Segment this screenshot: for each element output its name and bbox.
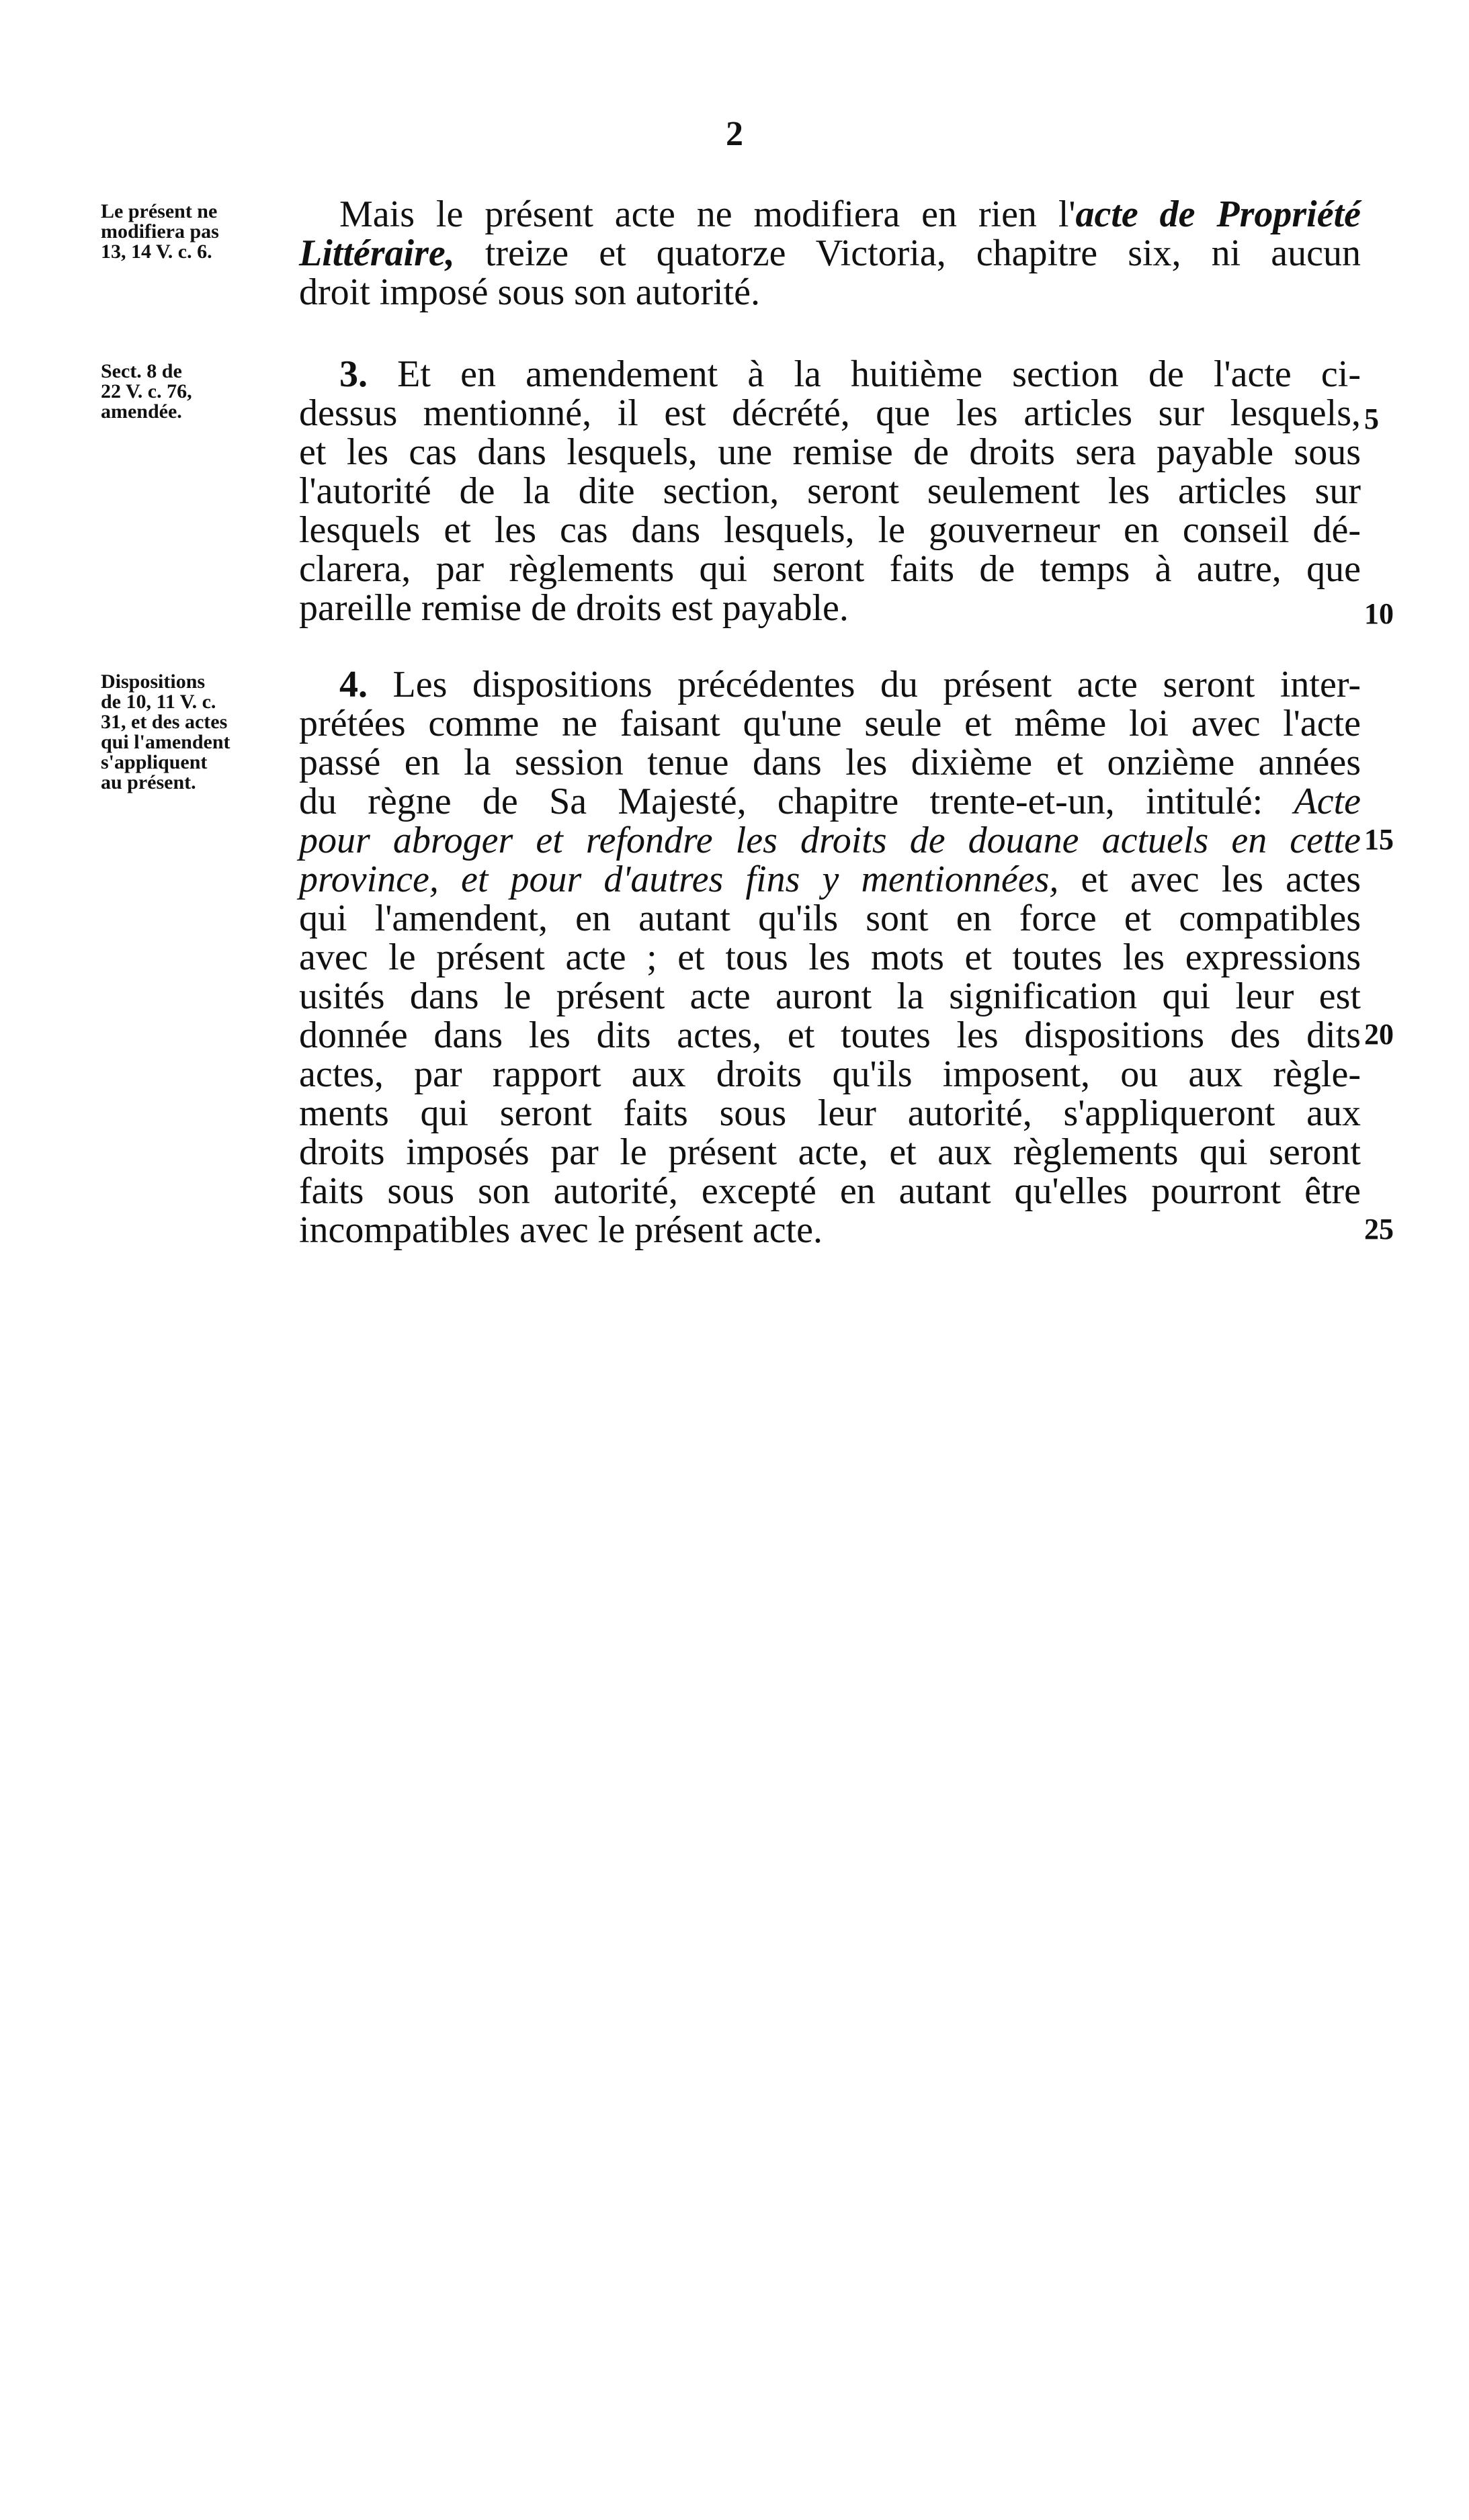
- text-line: et les cas dans lesquels, une remise de droits sera payable sous: [299, 431, 1361, 473]
- margin-note-line: modifiera pas: [101, 220, 219, 243]
- line-number: 10: [1364, 597, 1394, 630]
- text-line: dessus mentionné, il est décrété, que les articles sur lesquels,: [299, 392, 1361, 434]
- paragraph-2: [299, 355, 1361, 627]
- margin-note-3: [101, 672, 302, 793]
- paragraph-1: [299, 195, 1361, 312]
- text-line: usités dans le présent acte auront la signification qui leur est: [299, 975, 1361, 1017]
- margin-note-line: 22 V. c. 76,: [101, 380, 192, 402]
- text-line: l'autorité de la dite section, seront seulement les articles sur: [299, 470, 1361, 512]
- text-line: donnée dans les dits actes, et toutes les dispositions des dits: [299, 1014, 1361, 1056]
- margin-note-line: s'appliquent: [101, 751, 208, 773]
- paragraph-3: [299, 665, 1361, 1250]
- text-line: Littéraire, treize et quatorze Victoria, chapitre six, ni aucun: [299, 232, 1361, 274]
- text-line: 4. Les dispositions précédentes du présent acte seront inter-: [339, 664, 1361, 705]
- text-line: incompatibles avec le présent acte.: [299, 1209, 823, 1251]
- text-line: actes, par rapport aux droits qu'ils imposent, ou aux règle-: [299, 1053, 1361, 1095]
- text-line: pareille remise de droits est payable.: [299, 587, 849, 629]
- text-line: 3. Et en amendement à la huitième section de l'acte ci-: [339, 353, 1361, 395]
- margin-note-line: amendée.: [101, 400, 182, 423]
- margin-note-line: Sect. 8 de: [101, 360, 182, 382]
- text-line: prétées comme ne faisant qu'une seule et même loi avec l'acte: [299, 703, 1361, 744]
- margin-note-2: [101, 361, 302, 422]
- line-number: 15: [1364, 823, 1394, 856]
- text-line: faits sous son autorité, excepté en autant qu'elles pourront être: [299, 1170, 1361, 1212]
- margin-note-line: 31, et des actes: [101, 711, 228, 733]
- text-line: avec le présent acte ; et tous les mots et toutes les expressions: [299, 937, 1361, 978]
- text-line: pour abroger et refondre les droits de douane actuels en cette: [299, 820, 1361, 861]
- text-line: qui l'amendent, en autant qu'ils sont en force et compatibles: [299, 898, 1361, 939]
- line-number: 20: [1364, 1018, 1394, 1051]
- margin-note-1: [101, 202, 302, 262]
- text-line: du règne de Sa Majesté, chapitre trente-et-un, intitulé: Acte: [299, 781, 1361, 822]
- line-number: 25: [1364, 1213, 1394, 1246]
- margin-note-line: de 10, 11 V. c.: [101, 691, 216, 713]
- text-line: droits imposés par le présent acte, et aux règlements qui seront: [299, 1131, 1361, 1173]
- margin-note-line: Dispositions: [101, 670, 206, 693]
- line-number: 5: [1364, 402, 1379, 435]
- margin-note-line: 13, 14 V. c. 6.: [101, 241, 212, 263]
- margin-note-line: au présent.: [101, 771, 196, 793]
- text-line: clarera, par règlements qui seront faits de temps à autre, que: [299, 548, 1361, 590]
- margin-note-line: qui l'amendent: [101, 731, 230, 753]
- text-line: province, et pour d'autres fins y mentionnées, et avec les actes: [299, 859, 1361, 900]
- text-line: lesquels et les cas dans lesquels, le gouverneur en conseil dé-: [299, 509, 1361, 551]
- page-number: 2: [726, 115, 743, 153]
- text-line: droit imposé sous son autorité.: [299, 271, 760, 313]
- margin-note-line: Le présent ne: [101, 200, 218, 222]
- text-line: passé en la session tenue dans les dixième et onzième années: [299, 742, 1361, 783]
- text-line: ments qui seront faits sous leur autorité, s'appliqueront aux: [299, 1092, 1361, 1134]
- text-line: Mais le présent acte ne modifiera en rien l'acte de Propriété: [339, 193, 1361, 235]
